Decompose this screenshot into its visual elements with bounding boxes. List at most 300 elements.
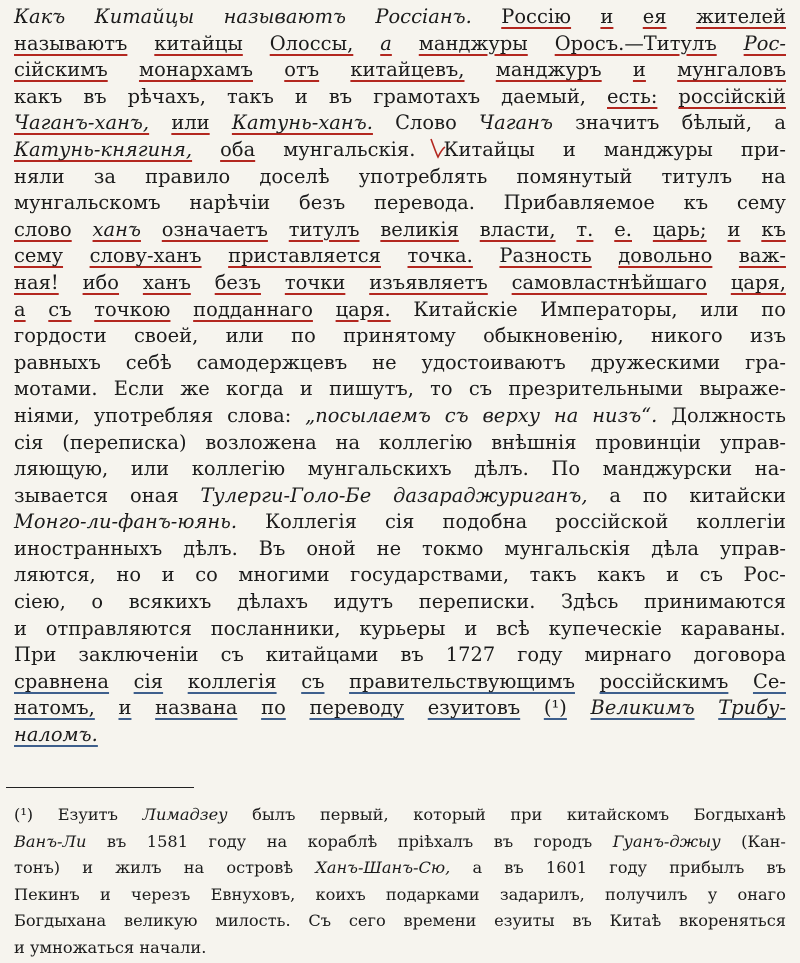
word: Гуанъ-джыу (612, 831, 721, 851)
word: великую (123, 911, 198, 931)
word: жилъ (115, 858, 162, 878)
word: году (609, 858, 647, 878)
word: китайски (689, 483, 786, 507)
text-line (14, 722, 786, 749)
word: точки (284, 270, 346, 294)
word: возложена (205, 430, 317, 454)
word: островѣ (226, 858, 294, 878)
word: въ (493, 831, 514, 851)
word: не (376, 536, 402, 560)
word: даемый, (501, 84, 587, 108)
word: Оросъ.—Титулъ (554, 31, 717, 55)
word: подобна (442, 510, 528, 534)
word: натомъ, (14, 696, 95, 720)
word: мунгальскія. (283, 137, 416, 161)
text-line (14, 164, 786, 191)
word: никого (650, 324, 723, 348)
word: мунгальскія (504, 536, 631, 560)
word: въ (83, 84, 107, 108)
word: договора (693, 643, 786, 667)
word: правило (145, 164, 231, 188)
word: а (380, 31, 392, 55)
word: купеческіе (548, 616, 662, 640)
word: правительствующимъ (349, 669, 575, 693)
word: 1601 (545, 858, 588, 878)
word: коллегію (191, 457, 286, 481)
text-line (14, 562, 786, 589)
word: ная! (14, 270, 59, 294)
word: нарѣчіи (189, 191, 271, 215)
word: Евнуховъ, (210, 884, 296, 904)
word: времени (403, 911, 477, 931)
word: китайскомъ (566, 805, 670, 824)
text-line (14, 4, 786, 31)
word: съ (699, 563, 723, 587)
word: какъ (14, 84, 63, 108)
text-line (14, 243, 786, 270)
word: году (208, 831, 247, 851)
word: въ (504, 858, 524, 878)
word: Россію (501, 5, 572, 28)
word: и (600, 5, 614, 28)
word: при (510, 805, 543, 824)
word: Богдыхана (14, 911, 107, 931)
word: всѣ (496, 616, 530, 640)
word: оная (130, 483, 179, 507)
word: какъ (597, 563, 646, 587)
word: сіею, (14, 590, 66, 614)
word: милость. (215, 911, 291, 931)
word: управ- (719, 430, 786, 454)
word: принятому (343, 324, 456, 348)
word: (¹) (543, 696, 567, 720)
word: довольно (618, 244, 713, 268)
text-line (14, 84, 786, 111)
text-line (14, 110, 786, 137)
word: на (183, 858, 205, 878)
word: сего (348, 911, 386, 931)
word: удостоиваютъ (421, 350, 566, 374)
word: или (130, 457, 170, 481)
word: на (335, 430, 361, 454)
text-line (14, 57, 786, 84)
text-line (14, 669, 786, 696)
word: Китайцы (94, 5, 195, 28)
word: черезъ (131, 884, 191, 904)
word: первый, (319, 805, 389, 824)
word: когда (226, 377, 284, 401)
word: слова: (227, 403, 292, 427)
word: ніями, (14, 403, 80, 427)
word: Рос- (743, 563, 786, 587)
word: обыкновенію, (483, 324, 624, 348)
word: изъявляетъ (369, 270, 488, 294)
word: при- (740, 137, 786, 161)
word: дѣлахъ (236, 590, 309, 614)
word: Китайскіе (413, 297, 518, 321)
text-line (14, 297, 786, 324)
word: подарками (385, 884, 480, 904)
word: Рос- (743, 31, 786, 55)
text-line (14, 589, 786, 616)
word: сравнена (14, 669, 110, 693)
word: власти, (479, 217, 556, 241)
word: Трибу- (718, 696, 786, 720)
word: заключеніи (78, 643, 199, 667)
word: презрительными (508, 377, 684, 401)
word: „посылаемъ (305, 403, 431, 427)
word: великія (380, 217, 459, 241)
word: сія (384, 510, 415, 534)
word: Въ (258, 536, 286, 560)
word: посланники, (210, 616, 341, 640)
word: Императоры, (540, 297, 678, 321)
word: гра- (745, 350, 786, 374)
word: Ханъ-Шанъ-Сю, (315, 858, 451, 878)
word: Прибавляемое (503, 191, 655, 215)
word: т. (576, 217, 594, 241)
footnote-separator (6, 787, 194, 788)
word: о (91, 590, 104, 614)
word: мунгаловъ (677, 58, 786, 82)
word: тонъ) (14, 858, 61, 878)
word: Если (113, 377, 165, 401)
word: Великимъ (590, 696, 695, 720)
word: не (372, 350, 397, 374)
word: безъ (298, 191, 346, 215)
footnote (14, 803, 786, 963)
main-text (14, 4, 786, 749)
word: или (700, 297, 739, 321)
word: а (774, 111, 786, 135)
word: При (14, 643, 57, 667)
word: съ (220, 643, 244, 667)
word: или (171, 111, 210, 135)
word: царя, (730, 270, 786, 294)
word: и (727, 217, 741, 241)
word: и (82, 858, 94, 878)
word: принимаются (643, 590, 786, 614)
word: по (291, 324, 316, 348)
text-line (14, 616, 786, 643)
word: выраже- (699, 377, 786, 401)
word: Пекинъ (14, 884, 80, 904)
word: рѣчахъ, (127, 84, 206, 108)
word: (¹) (14, 805, 34, 824)
text-line (14, 376, 786, 403)
word: Разность (499, 244, 592, 268)
word: и (464, 616, 478, 640)
word: (Кан- (741, 831, 786, 851)
word: по (642, 483, 668, 507)
word: самовластнѣйшаго (511, 270, 707, 294)
word: ляющую, (14, 457, 109, 481)
word: а (609, 483, 622, 507)
word: съ (301, 669, 325, 693)
word: Се- (752, 669, 786, 693)
word: сія (133, 669, 164, 693)
word: онаго (737, 884, 786, 904)
footnote-line (14, 909, 786, 936)
word: къ (683, 191, 709, 215)
word: е. (614, 217, 632, 241)
word: россійскій (678, 84, 786, 108)
word: Богдыханѣ (693, 805, 786, 824)
word: въ (766, 858, 786, 878)
word: Китайцы (443, 137, 535, 161)
word: приставляется (228, 244, 381, 268)
word: няли (14, 164, 65, 188)
word: и (118, 696, 132, 720)
word: мирнаго (584, 643, 672, 667)
word: и (299, 377, 313, 401)
word: то (430, 377, 453, 401)
word: наломъ. (14, 723, 98, 747)
word: мунгальскихъ (307, 457, 452, 481)
word: на (761, 164, 786, 188)
word: Езуитъ (57, 805, 118, 824)
text-line (14, 270, 786, 297)
word: съ (444, 403, 469, 427)
word: Катунь-ханъ. (231, 111, 373, 135)
word: пишутъ, (329, 377, 414, 401)
word: манджуръ (495, 58, 602, 82)
word: россійской (555, 510, 669, 534)
word: употребляя (93, 403, 214, 427)
word: государствами, (350, 563, 510, 587)
word: дѣлъ. (183, 536, 238, 560)
word: умножаться (29, 937, 135, 957)
word: Ванъ-Ли (14, 831, 87, 851)
word: безъ (214, 270, 261, 294)
word: точка. (407, 244, 473, 268)
word: Какъ (14, 5, 66, 28)
word: слову-ханъ (89, 244, 202, 268)
text-line (14, 642, 786, 669)
word: мотами. (14, 377, 98, 401)
text-line (14, 483, 786, 510)
word: сійскимъ (14, 58, 108, 82)
word: идутъ (333, 590, 394, 614)
word: коллегію (378, 430, 473, 454)
text-line (14, 31, 786, 58)
word: на (266, 831, 288, 851)
word: управ- (719, 536, 786, 560)
word: равныхъ (14, 350, 101, 374)
word: манджурски (602, 457, 733, 481)
word: курьеры (359, 616, 446, 640)
word: Монго-ли-фанъ-юянь. (14, 510, 238, 534)
word: и (14, 616, 27, 640)
word: внѣшнія (491, 430, 577, 454)
word: манджуры (603, 137, 713, 161)
word: (переписка) (62, 430, 187, 454)
word: всякихъ (128, 590, 212, 614)
word: и (666, 563, 680, 587)
word: царь; (652, 217, 707, 241)
text-line (14, 430, 786, 457)
word: По (551, 457, 581, 481)
word: езуитовъ (427, 696, 521, 720)
word: на (553, 403, 579, 427)
word: вкореняться (679, 911, 786, 931)
word: кораблѣ (307, 831, 378, 851)
word: или (225, 324, 264, 348)
word: грамотахъ (373, 84, 481, 108)
word: такъ (226, 84, 274, 108)
word: царя. (335, 297, 391, 321)
word: который (413, 805, 486, 824)
word: сія (14, 430, 44, 454)
word: въ (106, 831, 127, 851)
word: титулъ (288, 217, 360, 241)
word: въ (572, 911, 592, 931)
text-line (14, 456, 786, 483)
word: себѣ (125, 350, 172, 374)
word: ибо (82, 270, 120, 294)
word: Тулерги-Голо-Бе (200, 483, 372, 507)
footnote-line (14, 936, 786, 963)
word: но (116, 563, 142, 587)
word: токмо (422, 536, 484, 560)
word: и (161, 563, 175, 587)
word: изъ (750, 324, 786, 348)
word: переводу (309, 696, 405, 720)
word: съ (48, 297, 72, 321)
word: оной (306, 536, 356, 560)
word: важ- (738, 244, 786, 268)
text-line (14, 350, 786, 377)
word: китайцевъ, (350, 58, 465, 82)
word: называютъ (14, 31, 128, 55)
word: дѣлъ. (474, 457, 529, 481)
word: означаетъ (161, 217, 268, 241)
word: и (99, 884, 111, 904)
word: китайцы (154, 31, 243, 55)
word: къ (761, 217, 786, 241)
word: Съ (308, 911, 332, 931)
word: доселѣ (259, 164, 330, 188)
word: караваны. (680, 616, 786, 640)
word: титулъ (661, 164, 733, 188)
word: слово (14, 217, 72, 241)
word: перевода. (373, 191, 475, 215)
word: переписки. (418, 590, 536, 614)
word: Россіанъ. (375, 5, 472, 28)
word: провинціи (595, 430, 702, 454)
word: зывается (14, 483, 109, 507)
word: помянутый (516, 164, 633, 188)
word: Катунь-княгиня, (14, 137, 193, 161)
word: езуиты (494, 911, 555, 931)
word: съ (468, 377, 493, 401)
word: называютъ (223, 5, 346, 28)
handwritten-mark (428, 137, 448, 161)
word: жителей (695, 5, 786, 28)
word: низъ“. (592, 403, 658, 427)
word: а (472, 858, 483, 878)
word: китайцами (265, 643, 379, 667)
word: верху (482, 403, 541, 427)
word: такъ (529, 563, 577, 587)
word: получилъ (605, 884, 688, 904)
word: точкою (94, 297, 171, 321)
footnote-line (14, 830, 786, 857)
word: 1581 (146, 831, 188, 851)
word: прибылъ (669, 858, 745, 878)
word: своей, (134, 324, 199, 348)
word: и (294, 84, 308, 108)
word: въ (400, 643, 424, 667)
word: же (180, 377, 210, 401)
text-line (14, 509, 786, 536)
word: Лимадзеу (142, 805, 228, 824)
word: ханъ (142, 270, 191, 294)
footnote-line (14, 883, 786, 910)
word: коллегія (187, 669, 277, 693)
text-line (14, 190, 786, 217)
word: сему (736, 191, 786, 215)
text-line (14, 403, 786, 430)
word: монархамъ (138, 58, 253, 82)
word: и (14, 937, 25, 957)
word: по (761, 297, 786, 321)
word: манджуры (418, 31, 528, 55)
word: отъ (284, 58, 320, 82)
word: Китаѣ (609, 911, 662, 931)
word: Должность (671, 403, 786, 427)
word: есть: (607, 84, 658, 108)
word: ея (642, 5, 667, 28)
word: значитъ (575, 111, 660, 135)
word: сему (14, 244, 64, 268)
word: бѣлый, (681, 111, 753, 135)
text-line (14, 323, 786, 350)
word: пріѣхалъ (397, 831, 474, 851)
word: былъ (252, 805, 296, 824)
word: за (93, 164, 116, 188)
word: подданнаго (193, 297, 313, 321)
word: со (195, 563, 218, 587)
text-line (14, 217, 786, 244)
word: отправляются (45, 616, 192, 640)
word: Здѣсь (561, 590, 619, 614)
word: гордости (14, 324, 107, 348)
word: названа (155, 696, 238, 720)
word: россійскимъ (599, 669, 729, 693)
word: и (632, 58, 646, 82)
word: дружескими (590, 350, 721, 374)
word: многими (238, 563, 330, 587)
text-line (14, 695, 786, 722)
word: самодержцевъ (196, 350, 348, 374)
word: Чаганъ (479, 111, 553, 135)
word: Коллегія (265, 510, 357, 534)
word: на- (754, 457, 786, 481)
word: дѣла (651, 536, 700, 560)
word: по (261, 696, 286, 720)
word: мунгальскомъ (14, 191, 161, 215)
word: задарилъ, (499, 884, 585, 904)
text-line (14, 137, 786, 164)
word: ляются, (14, 563, 96, 587)
word: дазараджуриганъ, (393, 483, 588, 507)
word: ханъ (92, 217, 141, 241)
word: а (14, 297, 26, 321)
footnote-line (14, 803, 786, 830)
footnote-line (14, 856, 786, 883)
word: Олоссы, (269, 31, 354, 55)
